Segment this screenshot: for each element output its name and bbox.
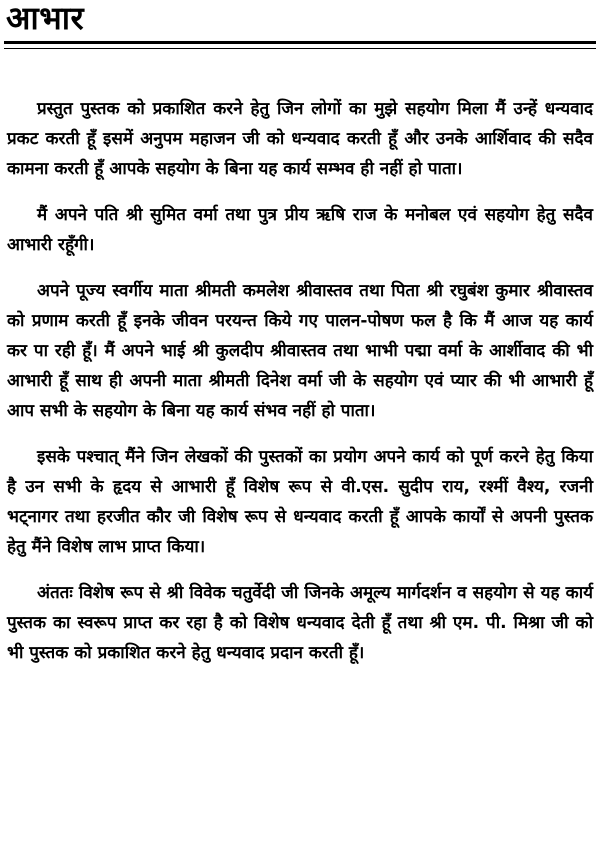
title-underline-thick: [4, 41, 596, 44]
paragraph-1: प्रस्तुत पुस्तक को प्रकाशित करने हेतु जिन लोगों का मुझे सहयोग मिला मैं उन्हें धन्यवाद प्रकट करती हूँ इसमें अनुपम महाजन जी को धन्यवाद करती हूँ और उनके आर्शिवाद की सदैव कामना करती हूँ आपके सहयोग के बिना यह कार्य सम्भव ही नहीं हो पाता।: [7, 99, 593, 179]
paragraph-5: अंततः विशेष रूप से श्री विवेक चतुर्वेदी जी जिनके अमूल्य मार्गदर्शन व सहयोग से यह कार्य पुस्तक का स्वरूप प्राप्त कर रहा है को विशेष धन्यवाद देती हूँ तथा श्री एम. पी. मिश्रा जी को भी पुस्तक को प्रकाशित करने हेतु धन्यवाद प्रदान करती हूँ।: [7, 583, 593, 663]
page-title: आभार: [6, 0, 85, 37]
paragraph-2: मैं अपने पति श्री सुमित वर्मा तथा पुत्र प्रीय ऋषि राज के मनोबल एवं सहयोग हेतु सदैव आभारी रहूँगी।: [7, 205, 593, 255]
title-underline-thin: [4, 48, 596, 49]
paragraph-4: इसके पश्चात् मैंने जिन लेखकों की पुस्तकों का प्रयोग अपने कार्य को पूर्ण करने हेतु किया है उन सभी के हृदय से आभारी हूँ विशेष रूप से वी.एस. सुदीप राय, रश्मीं वैश्य, रजनी भट्नागर तथा हरजीत कौर जी विशेष रूप से धन्यवाद करती हूँ आपके कार्यों से अपनी पुस्तक हेतु मैंने विशेष लाभ प्राप्त किया।: [7, 447, 593, 557]
paragraph-3: अपने पूज्य स्वर्गीय माता श्रीमती कमलेश श्रीवास्तव तथा पिता श्री रघुबंश कुमार श्रीवास्तव को प्रणाम करती हूँ इनके जीवन परयन्त किये गए पालन-पोषण फल है कि मैं आज यह कार्य कर पा रही हूँ। मैं अपने भाई श्री कुलदीप श्रीवास्तव तथा भाभी पद्मा वर्मा के आर्शीवाद की भी आभारी हूँ साथ ही अपनी माता श्रीमती दिनेश वर्मा जी के सहयोग एवं प्यार की भी आभारी हूँ आप सभी के सहयोग के बिना यह कार्य संभव नहीं हो पाता।: [7, 281, 593, 421]
acknowledgement-body: [7, 94, 593, 668]
